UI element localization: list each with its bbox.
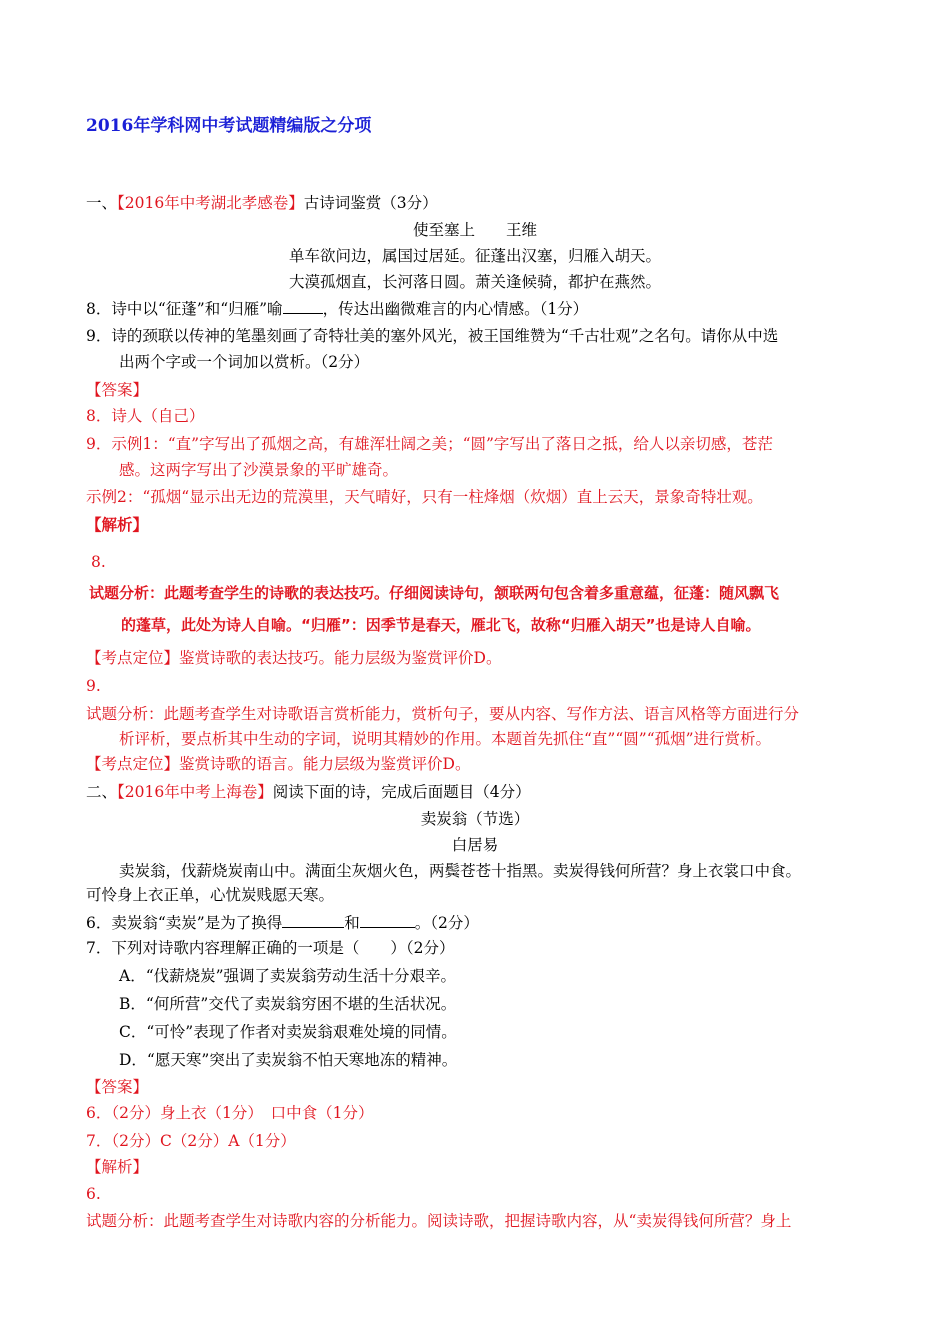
- question-6-text-a: 6．卖炭翁“卖炭”是为了换得: [86, 914, 283, 932]
- poem-2-line-2: 可怜身上衣正单，心忧炭贱愿天寒。: [86, 886, 335, 904]
- question-8: [86, 298, 588, 319]
- option-c: C．“可怜”表现了作者对卖炭翁艰难处境的同情。: [119, 1023, 457, 1041]
- point-label-9: 【考点定位】: [86, 755, 180, 773]
- analysis-9-line-2: 析评析，要点析其中生动的字词，说明其精妙的作用。本题首先抓住“直”“圆”“孤烟”进行赏析。: [119, 730, 772, 748]
- analysis-9-line-1: 试题分析：此题考查学生对诗歌语言赏析能力，赏析句子，要从内容、写作方法、语言风格等方面进行分: [86, 705, 800, 723]
- question-9-line-1: 9．诗的颈联以传神的笔墨刻画了奇特壮美的塞外风光，被王国维赞为“千古壮观”之名句。请你从中选: [86, 327, 779, 345]
- section-1-topic: 古诗词鉴赏（3分）: [303, 194, 438, 212]
- section-2-number: 二、: [86, 783, 118, 801]
- question-9-line-2: 出两个字或一个词加以赏析。（2分）: [119, 353, 370, 371]
- answer-8: 8．诗人（自己）: [86, 407, 205, 425]
- section-2-source: 【2016年中考上海卷】: [117, 783, 273, 801]
- poem-2-line-1: 卖炭翁，伐薪烧炭南山中。满面尘灰烟火色，两鬓苍苍十指黑。卖炭得钱何所营？身上衣裳口中食。: [119, 862, 802, 880]
- poem-1-line-1: 单车欲问边，属国过居延。征蓬出汉塞，归雁入胡天。: [288, 247, 661, 265]
- question-7: 7．下列对诗歌内容理解正确的一项是（ ）（2分）: [86, 939, 455, 957]
- option-d: D．“愿天寒”突出了卖炭翁不怕天寒地冻的精神。: [119, 1051, 458, 1069]
- question-8-blank[interactable]: [283, 298, 323, 314]
- section-1-number: 一、: [86, 194, 118, 212]
- question-6-text-c: 。（2分）: [414, 914, 479, 932]
- point-label-8: 【考点定位】: [86, 649, 180, 667]
- point-text-9: 鉴赏诗歌的语言。能力层级为鉴赏评价D。: [179, 755, 471, 773]
- analysis-8-number: 8.: [91, 553, 106, 571]
- analysis-9-number: 9.: [86, 677, 101, 695]
- analysis-6-number: 6.: [86, 1185, 101, 1203]
- document-title: 2016年学科网中考试题精编版之分项: [86, 116, 372, 136]
- analysis-8-line-2: 的蓬草，此处为诗人自喻。“归雁”：因季节是春天，雁北飞，故称“归雁入胡天”也是诗人自喻。: [121, 616, 761, 634]
- answer-9-line-2: 感。这两字写出了沙漠景象的平旷雄奇。: [119, 461, 399, 479]
- analysis-6-line-1: 试题分析：此题考查学生对诗歌内容的分析能力。阅读诗歌，把握诗歌内容，从“卖炭得钱何所营？身上: [86, 1212, 792, 1230]
- poem-1-line-2: 大漠孤烟直，长河落日圆。萧关逢候骑，都护在燕然。: [288, 273, 661, 291]
- answer-9-line-3: 示例2：“孤烟“显示出无边的荒漠里，天气晴好，只有一柱烽烟（炊烟）直上云天，景象奇特壮观。: [86, 488, 763, 506]
- question-6: [86, 912, 479, 933]
- section-2-heading: [86, 782, 531, 802]
- question-8-text-a: 8．诗中以“征蓬”和“归雁”喻: [86, 300, 283, 318]
- section-1-source: 【2016年中考湖北孝感卷】: [117, 194, 304, 212]
- analysis-8-point: [86, 648, 501, 668]
- question-8-text-b: ，传达出幽微难言的内心情感。（1分）: [322, 300, 589, 318]
- section-2-topic: 阅读下面的诗，完成后面题目（4分）: [272, 783, 531, 801]
- answer-7: 7．（2分）C（2分）A（1分）: [86, 1132, 296, 1150]
- point-text-8: 鉴赏诗歌的表达技巧。能力层级为鉴赏评价D。: [179, 649, 502, 667]
- answer-9-line-1: 9．示例1：“直”字写出了孤烟之高，有雄浑壮阔之美；“圆”字写出了落日之抵，给人以亲切感，苍茫: [86, 435, 773, 453]
- analysis-8-line-1: 试题分析：此题考查学生的诗歌的表达技巧。仔细阅读诗句，颔联两句包含着多重意蕴，征蓬：随风飘飞: [89, 584, 780, 602]
- question-6-blank-1[interactable]: [282, 912, 344, 928]
- option-b: B．“何所营”交代了卖炭翁穷困不堪的生活状况。: [119, 995, 457, 1013]
- question-6-text-b: 和: [344, 914, 360, 932]
- question-6-blank-2[interactable]: [360, 912, 415, 928]
- answer-6: 6．（2分）身上衣（1分） 口中食（1分）: [86, 1104, 374, 1122]
- poem-2-author: 白居易: [451, 836, 499, 854]
- analysis-label-1: 【解析】: [86, 515, 149, 534]
- poem-2-title: 卖炭翁（节选）: [420, 810, 530, 828]
- analysis-label-2: 【解析】: [86, 1158, 149, 1176]
- poem-1-title: 使至塞上 王维: [412, 221, 537, 239]
- answer-label-2: 【答案】: [86, 1078, 149, 1096]
- option-a: A．“伐薪烧炭”强调了卖炭翁劳动生活十分艰辛。: [119, 967, 457, 985]
- answer-label-1: 【答案】: [86, 381, 149, 399]
- section-1-heading: [86, 193, 438, 213]
- analysis-9-point: [86, 754, 470, 774]
